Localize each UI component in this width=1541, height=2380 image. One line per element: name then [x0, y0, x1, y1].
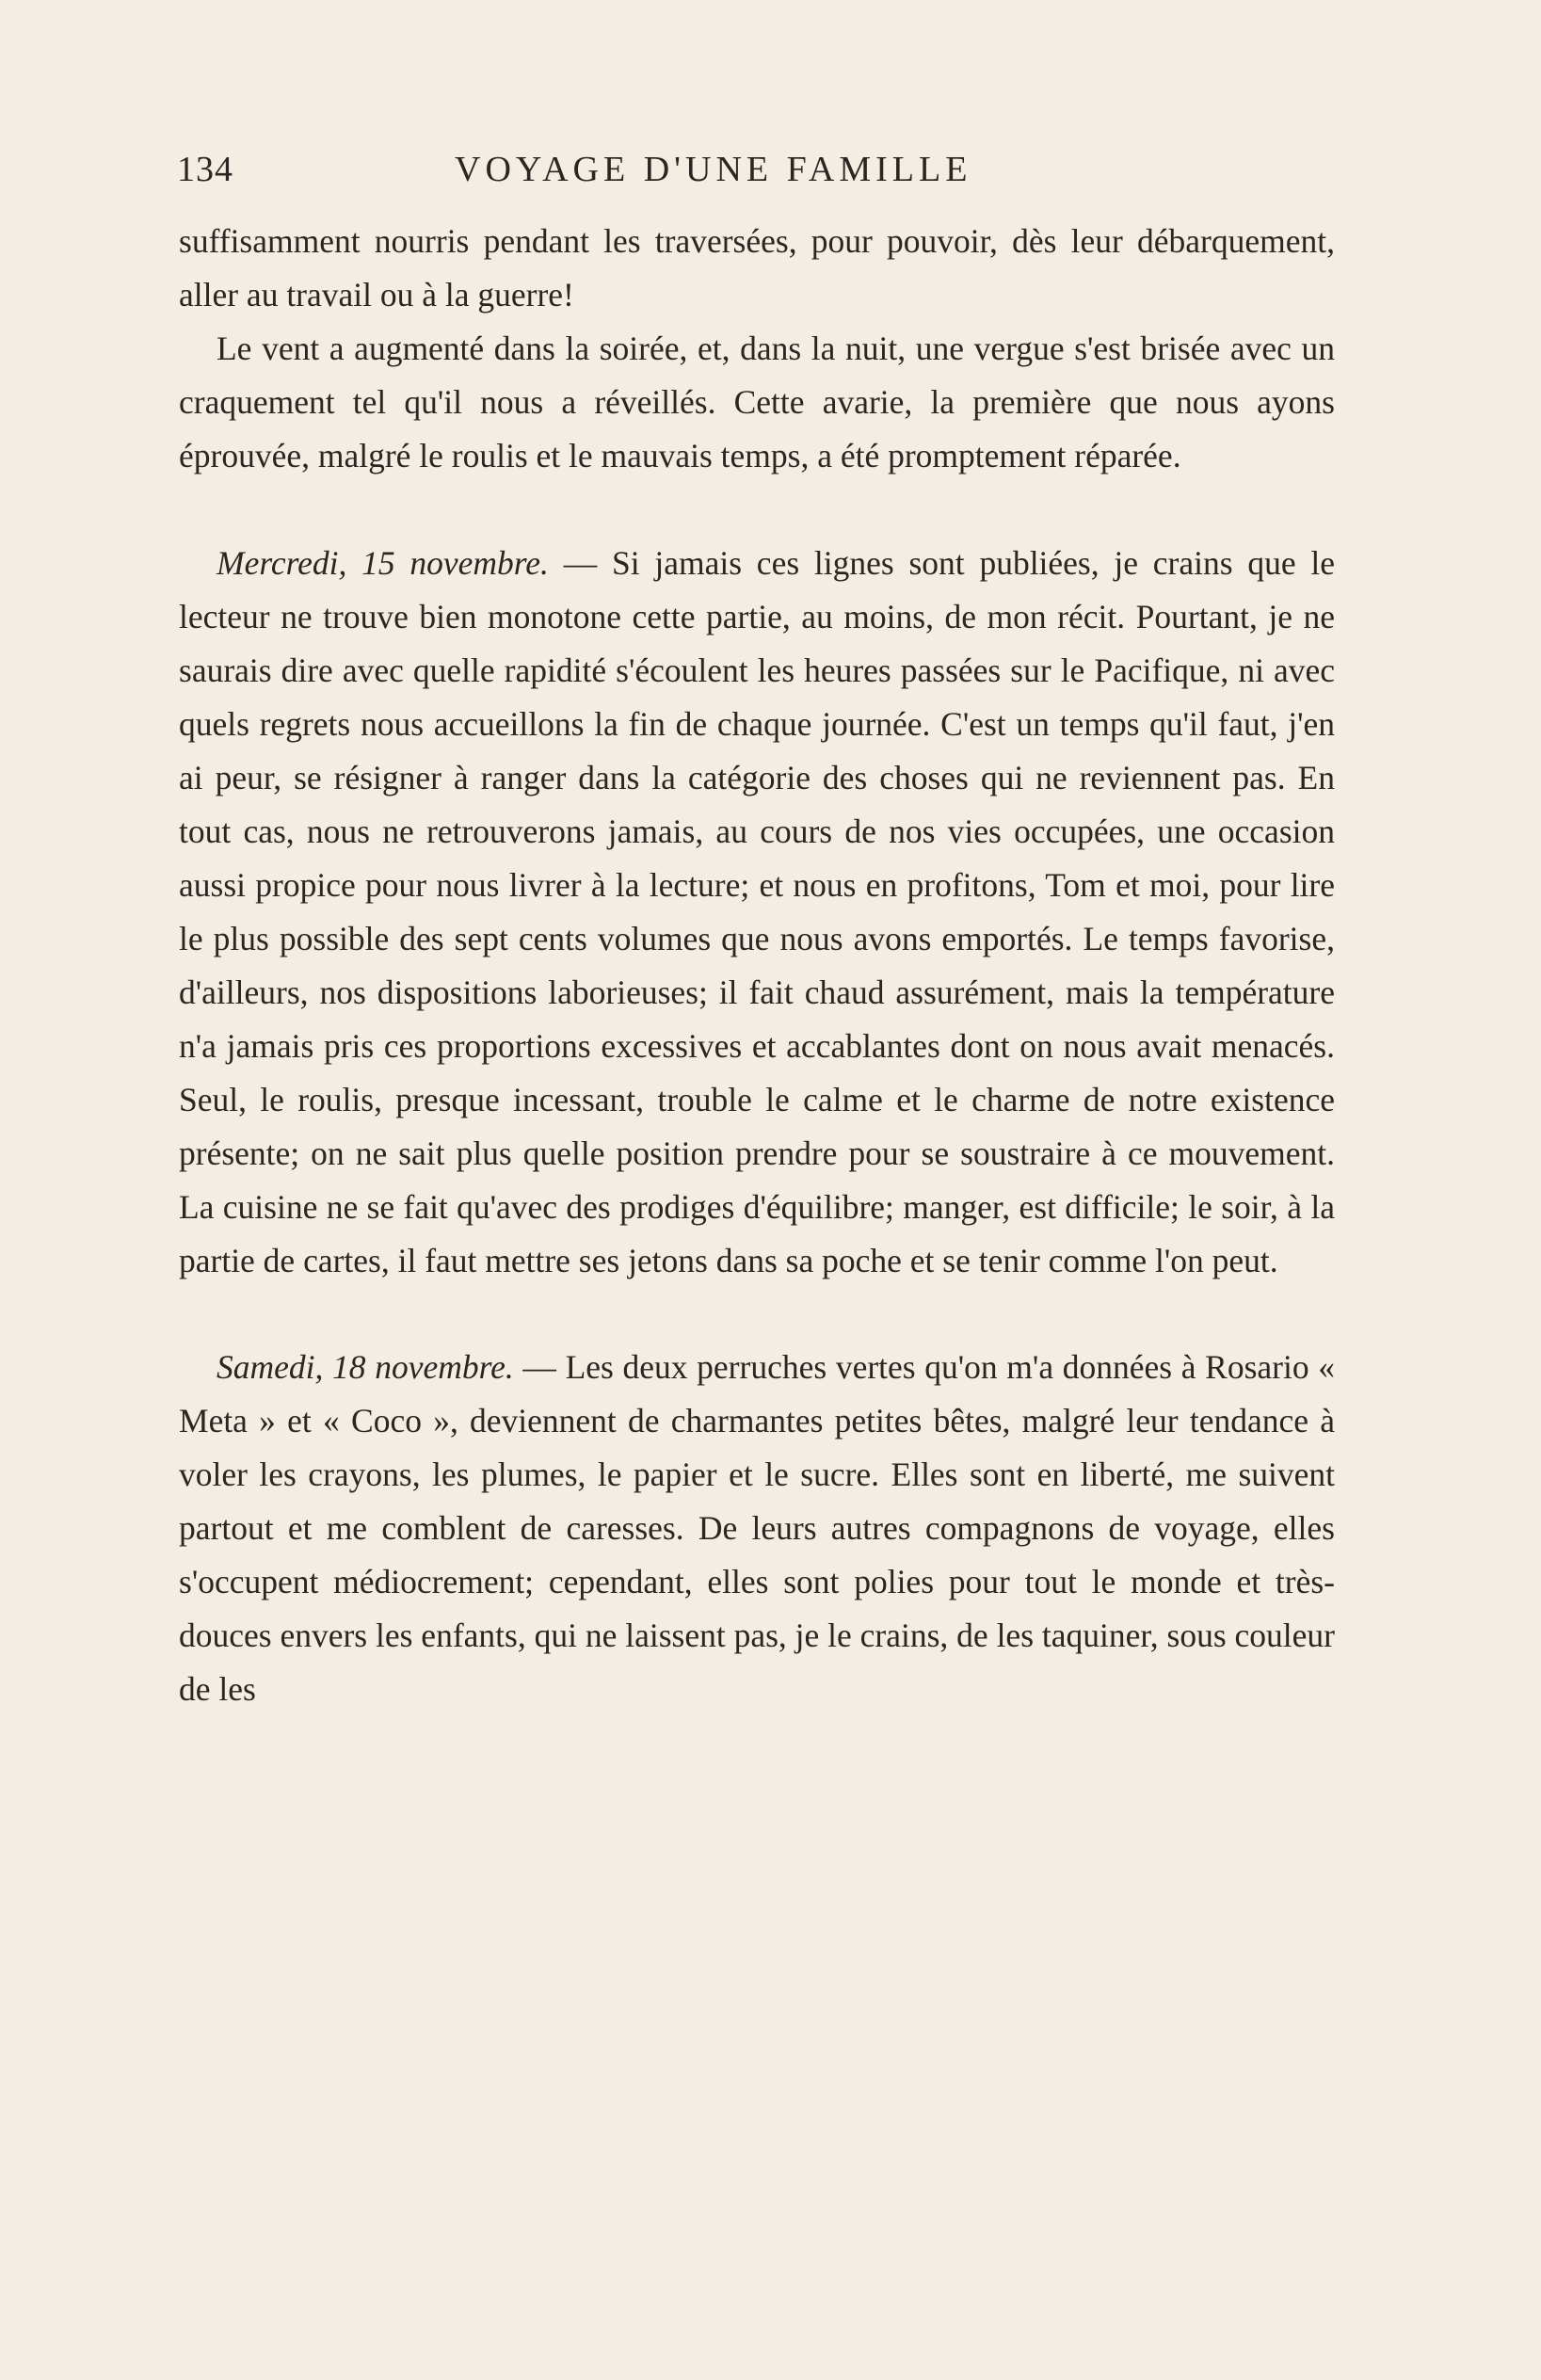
entry-date: Samedi, 18 novembre. — [217, 1348, 514, 1386]
entry-date: Mercredi, 15 novembre. — [217, 544, 549, 582]
paragraph-continuation: suffisamment nourris pendant les traversées, pour pouvoir, dès leur débarquement, aller au travail ou à la guerre! — [179, 222, 1335, 314]
paragraph-samedi — [179, 1341, 1335, 1716]
entry-text: — Les deux perruches vertes qu'on m'a données à Rosario « Meta » et « Coco », deviennent de charmantes petites bêtes, malgré leur tendance à voler les crayons, les plumes, le papier et le sucre. Elles sont en liberté, me suivent partout et me comblent de caresses. De leurs autres compagnons de voyage, elles s'occupent médiocrement; cependant, elles sont polies pour tout le monde et très-douces envers les enfants, qui ne laissent pas, je le crains, de les taquiner, sous couleur de les — [179, 1348, 1335, 1708]
paragraph-mercredi — [179, 537, 1335, 1288]
page-number: 134 — [177, 150, 233, 189]
page-header — [177, 149, 1337, 205]
paragraph-vent: Le vent a augmenté dans la soirée, et, dans la nuit, une vergue s'est brisée avec un craquement tel qu'il nous a réveillés. Cette avarie, la première que nous ayons éprouvée, malgré le roulis et le mauvais temps, a été promptement réparée. — [179, 330, 1335, 474]
running-title: VOYAGE D'UNE FAMILLE — [455, 150, 972, 189]
entry-text: — Si jamais ces lignes sont publiées, je crains que le lecteur ne trouve bien monotone cette partie, au moins, de mon récit. Pourtant, je ne saurais dire avec quelle rapidité s'écoulent les heures passées sur le Pacifique, ni avec quels regrets nous accueillons la fin de chaque journée. C'est un temps qu'il faut, j'en ai peur, se résigner à ranger dans la catégorie des choses qui ne reviennent pas. En tout cas, nous ne retrouverons jamais, au cours de nos vies occupées, une occasion aussi propice pour nous livrer à la lecture; et nous en profitons, Tom et moi, pour lire le plus possible des sept cents volumes que nous avons emportés. Le temps favorise, d'ailleurs, nos dispositions laborieuses; il fait chaud assurément, mais la température n'a jamais pris ces proportions excessives et accablantes dont on nous avait menacés. Seul, le roulis, presque incessant, trouble le calme et le charme de notre existence présente; on ne sait plus quelle position prendre pour se soustraire à ce mouvement. La cuisine ne se fait qu'avec des prodiges d'équilibre; manger, est difficile; le soir, à la partie de cartes, il faut mettre ses jetons dans sa poche et se tenir comme l'on peut. — [179, 544, 1335, 1279]
body-text — [179, 215, 1335, 1716]
